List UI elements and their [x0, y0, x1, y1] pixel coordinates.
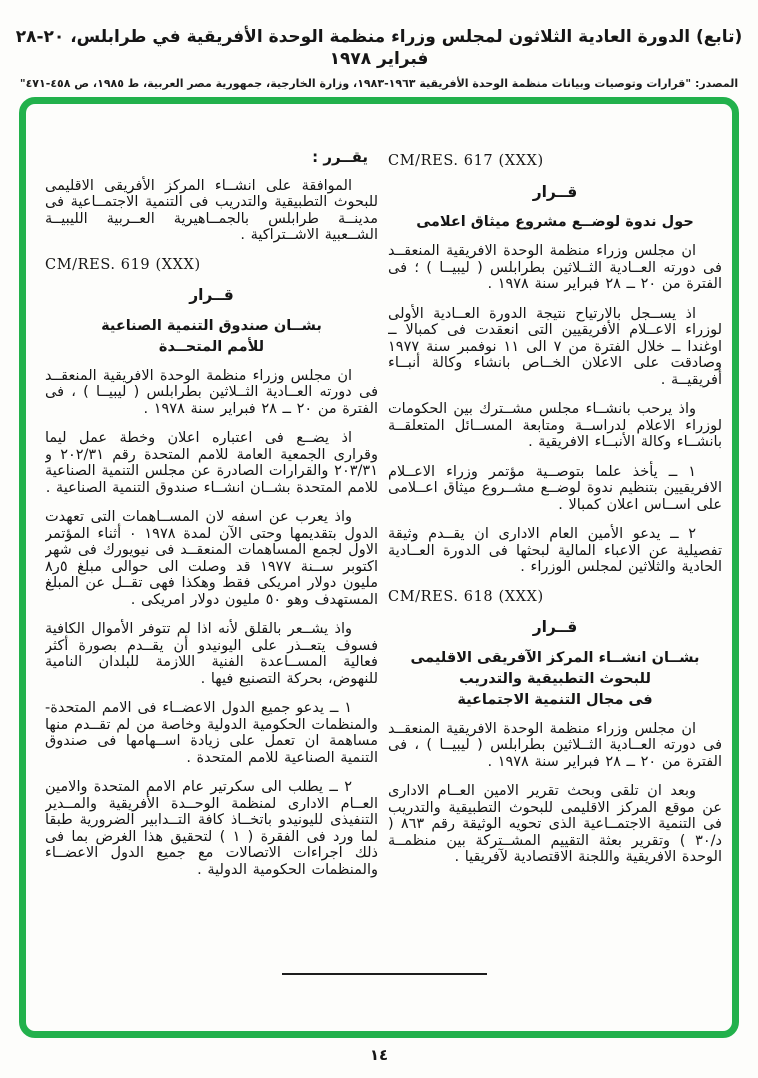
resolution-paragraph: ٢ ــ يدعو الأمين العام الادارى ان يقــدم وثيقة تفصيلية عن الاعباء المالية لبحثها فى الدورة العــادية الحادية والثلاثين لمجلس الوزراء . [388, 526, 722, 575]
column-right [388, 143, 722, 978]
resolution-paragraph: اذ يســجل بالارتياح نتيجة الدورة العــادية الأولى لوزراء الاعــلام الأفريقيين التى انعقدت فى كمبالا ــ اوغندا ــ خلال الفترة من ٧ الى ١١ نوفمبر سنة ١٩٧٧ وصادقت على الاعلان الخــاص بانشاء وكالة أنبــاء أفريقيــة . [388, 305, 722, 388]
resolution-paragraph: ١ ــ يأخذ علما بتوصــية مؤتمر وزراء الاعــلام الافريقيين بتنظيم ندوة لوضــع مشــروع ميثاق اعــلامى على اســاس اعلان كمبالا . [388, 463, 722, 513]
resolution-paragraph: ان مجلس وزراء منظمة الوحدة الافريقية المنعقــد فى دورته العــادية الثــلاثين بطرابلس ( ليبيــا ) ؛ فى الفترة من ٢٠ ــ ٢٨ فبراير سنة ١٩٧٨ . [388, 243, 722, 292]
resolution-subtitle-line: فى مجال التنمية الاجتماعية [457, 691, 653, 708]
resolution-subtitle-line: حول ندوة لوضــع مشروع ميثاق اعلامى [416, 214, 694, 230]
document-title: (تابع) الدورة العادية الثلاثون لمجلس وزراء منظمة الوحدة الأفريقية في طرابلس، ٢٠-٢٨ فبراير ١٩٧٨ [15, 27, 743, 70]
footnote-divider-rule [282, 973, 487, 975]
column-left [45, 143, 378, 978]
resolution-subtitle-line: بشــان انشــاء المركز الآفريقى الاقليمى [410, 649, 700, 666]
resolution-paragraph: واذ يرحب بانشــاء مجلس مشــترك بين الحكومات لوزراء الاعلام لدراســة ومتابعة المســائل المتعلقــة بانشــاء وكالة الأنبــاء الافريقية . [388, 401, 722, 450]
resolution-subtitle-line: للبحوث التطبيقية والتدريب [459, 670, 651, 687]
resolution-heading: قــرار [189, 286, 234, 304]
resolution-reference: CM/RES. 618 (XXX) [388, 588, 544, 605]
resolution-paragraph: الموافقة على انشــاء المركز الأفريقى الاقليمى للبحوث التطبيقية والتدريب فى التنمية الاجتمــاعية فى مدينــة طرابلس بالجمــاهيرية العــربية الليبيــة الشــعبية الاشــتراكية . [45, 177, 378, 243]
resolution-paragraph: ان مجلس وزراء منظمة الوحدة الافريقية المنعقــد فى دورته العــادية الثــلاثين بطرابلس ( ليبيــا ) ، فى الفترة من ٢٠ ــ ٢٨ فبراير سنة ١٩٧٨ . [388, 720, 722, 770]
resolution-paragraph: ٢ ــ يطلب الى سكرتير عام الامم المتحدة والامين العــام الادارى لمنظمة الوحــدة الأفريقية والمــدير التنفيذى لليونيدو باتخــاذ كافة التــدابير الضرورية طبقا لما ورد فى الفقرة ( ١ ) لتحقيق هذا الغرض بما فى ذلك اجراءات الاتصالات مع جميع الدول الاعضــاء والمنظمات الحكومية الدولية . [45, 779, 378, 878]
resolution-paragraph: ان مجلس وزراء منظمة الوحدة الافريقية المنعقــد فى دورته العــادية الثــلاثين بطرابلس ( ليبيــا ) ، فى الفترة من ٢٠ ــ ٢٨ فبراير سنة ١٩٧٨ . [45, 367, 378, 417]
decides-heading: يقــرر : [312, 148, 368, 166]
page-number: ١٤ [369, 1046, 389, 1064]
resolution-paragraph: واذ يشــعر بالقلق لأنه اذا لم تتوفر الأموال الكافية فسوف يتعــذر على اليونيدو أن يقــدم بصورة أكثر فعالية المســاعدة الفنية اللازمة للبلدان النامية للنهوض، بحركة التصنيع فيها . [45, 621, 378, 687]
subtitle-gap [388, 233, 722, 243]
resolution-heading: قــرار [532, 618, 578, 636]
resolution-reference: CM/RES. 619 (XXX) [45, 256, 201, 273]
resolution-heading: قــرار [532, 182, 578, 201]
resolution-subtitle-line: بشــان صندوق التنمية الصناعية [101, 317, 322, 334]
subtitle-gap [45, 358, 378, 368]
resolution-paragraph: وبعد ان تلقى وبحث تقرير الامين العــام الادارى عن موقع المركز الاقليمى للبحوث التطبيقية والتدريب فى التنمية الاجتمــاعية الذى تحويه الوثيقة رقم ٨٦٣ ( د/٣٠ ) وتقرير بعثة التقييم المشــتركة بين منظمــة الوحدة الافريقية واللجنة الاقتصادية لآفريقيا . [388, 783, 722, 865]
resolution-reference: CM/RES. 617 (XXX) [388, 153, 544, 169]
resolution-paragraph: ١ ــ يدعو جميع الدول الاعضــاء فى الامم المتحدة- والمنظمات الحكومية الدولية وخاصة من لم تقــدم منها مساهمة ان تعمل على زيادة اســهامها فى صندوق التنمية الصناعية للامم المتحدة . [45, 700, 378, 766]
resolution-subtitle-line: للأمم المتحــدة [158, 338, 265, 355]
page-header [0, 26, 758, 90]
document-source-citation: المصدر: "قرارات وتوصيات وبيانات منظمة الوحدة الأفريقية ١٩٦٣-١٩٨٣، وزارة الخارجية، جمهورية مصر العربية، ط ١٩٨٥، ص ٤٥٨-٤٧١" [19, 77, 739, 91]
resolution-paragraph: اذ يضــع فى اعتباره اعلان وخطة عمل ليما وقرارى الجمعية العامة للامم المتحدة رقم ٢٠٢/٣١ و ٢٠٣/٣١ والقرارات الصادرة عن مجلس التنمية الصناعية للامم المتحدة بشــان انشــاء صندوق التنمية الصناعية . [45, 430, 378, 496]
subtitle-gap [388, 711, 722, 721]
resolution-paragraph: واذ يعرب عن اسفه لان المســاهمات التى تعهدت الدول بتقديمها وحتى الآن لمدة ١٩٧٨ ٠ أثناء المؤتمر الاول لجمع المساهمات المنعقــد فى نيويورك فى شهر اكتوبر ســنة ١٩٧٧ قد وصلت الى حوالى مبلغ ٥ر٨ مليون دولار امريكى فقط وهكذا فهى تقــل عن المبلغ المستهدف وهو ٥٠ مليون دولار امريكى . [45, 509, 378, 608]
